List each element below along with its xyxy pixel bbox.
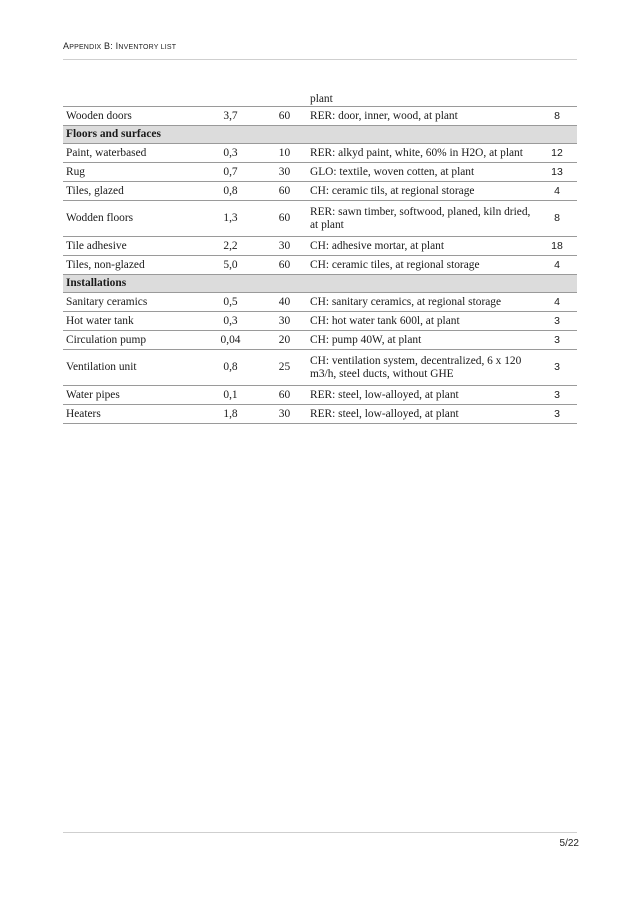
cell-number: 12: [537, 144, 577, 163]
cell-name: Ventilation unit: [63, 350, 181, 386]
cell-weight: 0,8: [181, 350, 253, 386]
cell-lifetime: 20: [253, 331, 307, 350]
section-title: Floors and surfaces: [63, 126, 577, 144]
cell-weight: 1,8: [181, 405, 253, 424]
cell-number: 4: [537, 182, 577, 201]
cell-source: GLO: textile, woven cotten, at plant: [307, 163, 537, 182]
cell-number: 3: [537, 405, 577, 424]
table-row: [63, 237, 577, 256]
cell-source: RER: door, inner, wood, at plant: [307, 107, 537, 126]
section-title: Installations: [63, 275, 577, 293]
cell-lifetime: [253, 89, 307, 107]
cell-number: [537, 89, 577, 107]
cell-number: 4: [537, 293, 577, 312]
cell-lifetime: 40: [253, 293, 307, 312]
page-number: 5/22: [559, 838, 579, 849]
cell-lifetime: 60: [253, 201, 307, 237]
cell-source: RER: alkyd paint, white, 60% in H2O, at plant: [307, 144, 537, 163]
cell-name: Water pipes: [63, 386, 181, 405]
cell-name: Paint, waterbased: [63, 144, 181, 163]
header-word-inventory: NVENTORY LIST: [118, 44, 177, 51]
table-row: [63, 163, 577, 182]
table-row-continued: [63, 89, 577, 107]
cell-weight: 5,0: [181, 256, 253, 275]
cell-weight: 0,5: [181, 293, 253, 312]
cell-number: 3: [537, 386, 577, 405]
cell-name: Heaters: [63, 405, 181, 424]
cell-lifetime: 60: [253, 182, 307, 201]
table-row: [63, 350, 577, 386]
table-row: [63, 293, 577, 312]
cell-number: 4: [537, 256, 577, 275]
cell-source: CH: ceramic tiles, at regional storage: [307, 256, 537, 275]
table-row: [63, 386, 577, 405]
inventory-table-body: [63, 89, 577, 424]
table-section-header: [63, 275, 577, 293]
cell-source: CH: sanitary ceramics, at regional storage: [307, 293, 537, 312]
cell-name: Circulation pump: [63, 331, 181, 350]
cell-lifetime: 25: [253, 350, 307, 386]
cell-name: Tile adhesive: [63, 237, 181, 256]
cell-weight: [181, 89, 253, 107]
header-divider: [63, 59, 577, 60]
cell-weight: 0,3: [181, 312, 253, 331]
cell-weight: 0,1: [181, 386, 253, 405]
cell-source: RER: steel, low-alloyed, at plant: [307, 386, 537, 405]
cell-weight: 1,3: [181, 201, 253, 237]
table-row: [63, 182, 577, 201]
cell-weight: 0,8: [181, 182, 253, 201]
cell-number: 3: [537, 312, 577, 331]
cell-number: 8: [537, 201, 577, 237]
cell-name: Rug: [63, 163, 181, 182]
cell-name: Tiles, glazed: [63, 182, 181, 201]
cell-name: Wooden doors: [63, 107, 181, 126]
footer-divider: [63, 832, 577, 833]
header-initial-i: I: [115, 41, 119, 51]
cell-source: CH: adhesive mortar, at plant: [307, 237, 537, 256]
cell-lifetime: 30: [253, 405, 307, 424]
header-letter-b: B:: [101, 41, 116, 51]
table-row: [63, 331, 577, 350]
table-row: [63, 405, 577, 424]
cell-lifetime: 60: [253, 256, 307, 275]
header-word-appendix: PPENDIX: [69, 44, 102, 51]
cell-source: plant: [307, 89, 537, 107]
cell-source: RER: steel, low-alloyed, at plant: [307, 405, 537, 424]
cell-weight: 2,2: [181, 237, 253, 256]
table-row: [63, 201, 577, 237]
cell-weight: 3,7: [181, 107, 253, 126]
table-row: [63, 312, 577, 331]
cell-number: 18: [537, 237, 577, 256]
cell-name: Tiles, non-glazed: [63, 256, 181, 275]
cell-name: Hot water tank: [63, 312, 181, 331]
cell-lifetime: 60: [253, 386, 307, 405]
cell-number: 3: [537, 331, 577, 350]
cell-weight: 0,3: [181, 144, 253, 163]
table-row: [63, 256, 577, 275]
cell-source: CH: ventilation system, decentralized, 6 x 120 m3/h, steel ducts, without GHE: [307, 350, 537, 386]
running-header: [63, 41, 176, 51]
cell-source: CH: hot water tank 600l, at plant: [307, 312, 537, 331]
cell-source: CH: pump 40W, at plant: [307, 331, 537, 350]
cell-source: CH: ceramic tils, at regional storage: [307, 182, 537, 201]
table-row: [63, 144, 577, 163]
cell-name: Sanitary ceramics: [63, 293, 181, 312]
cell-lifetime: 30: [253, 163, 307, 182]
cell-number: 8: [537, 107, 577, 126]
cell-number: 3: [537, 350, 577, 386]
cell-name: [63, 89, 181, 107]
cell-name: Wodden floors: [63, 201, 181, 237]
cell-lifetime: 30: [253, 237, 307, 256]
table-row: [63, 107, 577, 126]
cell-source: RER: sawn timber, softwood, planed, kiln dried, at plant: [307, 201, 537, 237]
cell-lifetime: 60: [253, 107, 307, 126]
cell-weight: 0,7: [181, 163, 253, 182]
cell-weight: 0,04: [181, 331, 253, 350]
cell-lifetime: 30: [253, 312, 307, 331]
header-initial-a: A: [63, 41, 70, 51]
cell-lifetime: 10: [253, 144, 307, 163]
cell-number: 13: [537, 163, 577, 182]
table-section-header: [63, 126, 577, 144]
inventory-table: [63, 89, 577, 424]
